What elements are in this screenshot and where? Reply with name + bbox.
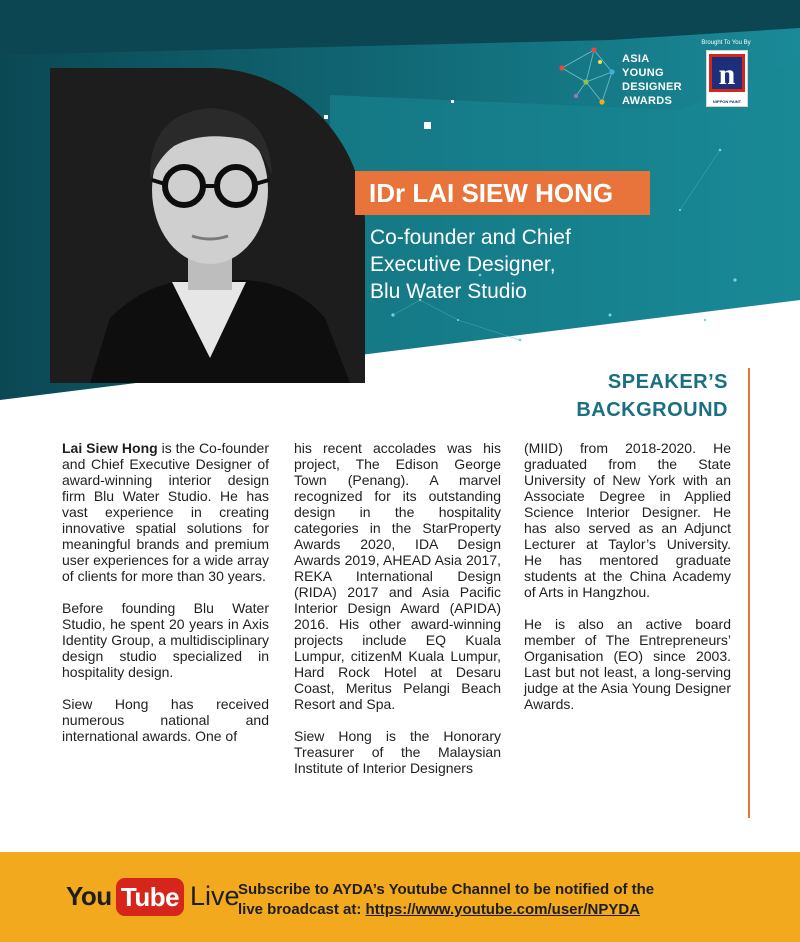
bio-column-1: [62, 440, 269, 760]
cta-prefix: live broadcast at:: [238, 901, 366, 918]
bio-paragraph: his recent accolades was his project, The Edison George Town (Penang). A marvel recognized for its outstanding design in the hospitality categories in the StarProperty Awards 2020, IDA Design Awards 2019, AHEAD Asia 2017, REKA International Design (RIDA) 2017 and Asia Pacific Interior Design Award (APIDA) 2016. His other award-winning projects include EQ Kuala Lumpur, citizenM Kuala Lumpur, Hard Rock Hotel at Desaru Coast, Meritus Pelangi Beach Resort and Spa.: [294, 440, 501, 712]
youtube-live: Live: [190, 881, 240, 911]
youtube-channel-link[interactable]: https://www.youtube.com/user/NPYDA: [365, 901, 641, 918]
bio-column-2: [294, 440, 501, 792]
youtube-you: You: [66, 881, 112, 911]
heading-line: BACKGROUND: [576, 399, 728, 421]
cta-line: [238, 900, 654, 920]
speaker-photo: [50, 68, 365, 383]
cta-line: Subscribe to AYDA’s Youtube Channel to be notified of the: [238, 881, 655, 898]
sponsor-name: NIPPON PAINT: [712, 99, 742, 104]
nippon-paint-mark-icon: [707, 51, 747, 95]
bio-paragraph: [62, 440, 269, 584]
nippon-paint-logo: [706, 50, 748, 107]
accent-divider: [748, 368, 750, 818]
youtube-tube: Tube: [116, 878, 184, 916]
bio-column-3: [524, 440, 731, 728]
bio-paragraph: Siew Hong has received numerous national and international awards. One of: [62, 696, 269, 744]
section-heading: [576, 368, 728, 424]
speaker-role: [370, 224, 571, 305]
role-line: Blu Water Studio: [370, 280, 527, 303]
ayda-logo-text: [622, 52, 682, 108]
bio-name: Lai Siew Hong: [62, 440, 158, 456]
decorative-square: [451, 100, 454, 103]
footer-banner: [0, 852, 800, 942]
bio-paragraph: Siew Hong is the Honorary Treasurer of the Malaysian Institute of Interior Designers: [294, 728, 501, 776]
bio-paragraph: (MIID) from 2018-2020. He graduated from the State University of New York with an Associate Degree in Applied Science Interior Designer. He has also served as an Adjunct Lecturer at Taylor’s University. He has mentored graduate students at the China Academy of Arts in Hangzhou.: [524, 440, 731, 600]
logo-line: ASIA: [622, 53, 650, 65]
sponsor-caption: Brought To You By: [701, 40, 751, 46]
role-line: Co-founder and Chief: [370, 226, 571, 249]
role-line: Executive Designer,: [370, 253, 556, 276]
decorative-square: [424, 122, 431, 129]
logo-line: YOUNG: [622, 67, 664, 79]
bio-paragraph: He is also an active board member of The Entrepreneurs’ Organisation (EO) since 2003. Last but not least, a long-serving judge at the Asia Young Designer Awards.: [524, 616, 731, 712]
logo-line: DESIGNER: [622, 81, 682, 93]
bio-paragraph: Before founding Blu Water Studio, he spent 20 years in Axis Identity Group, a multidisciplinary design studio specialized in hospitality design.: [62, 600, 269, 680]
heading-line: SPEAKER’S: [607, 371, 728, 393]
hero-banner: [0, 0, 800, 400]
subscribe-message: [238, 880, 654, 920]
decorative-square: [324, 115, 328, 119]
bio-text: is the Co-founder and Chief Executive Designer of award-winning interior design firm Blu Water Studio. He has vast experience in creating innovative spatial solutions for meaningful brands and premium user experiences for a wide array of clients for more than 30 years.: [62, 440, 269, 584]
nippon-letter: n: [718, 58, 736, 91]
speaker-name: IDr LAI SIEW HONG: [355, 171, 650, 215]
logo-line: AWARDS: [622, 95, 673, 107]
